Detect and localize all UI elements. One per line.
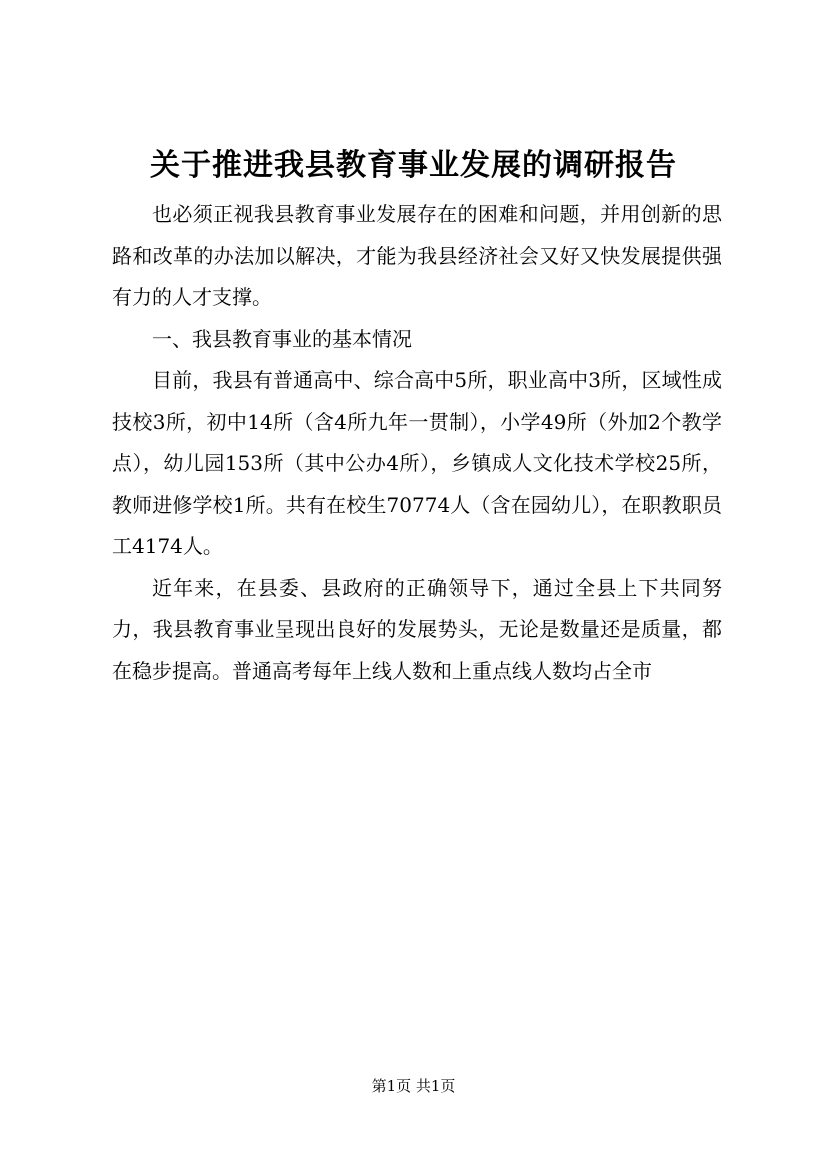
paragraph-intro: 也必须正视我县教育事业发展存在的困难和问题，并用创新的思路和改革的办法加以解决，才能为我县经济社会又好又快发展提供强有力的人才支撑。 — [112, 202, 722, 309]
document-title: 关于推进我县教育事业发展的调研报告 — [150, 148, 677, 183]
page-number-footer: 第1页 共1页 — [371, 1077, 456, 1095]
document-body — [112, 194, 722, 692]
paragraph-recent-development: 近年来，在县委、县政府的正确领导下，通过全县上下共同努力，我县教育事业呈现出良好的发展势头，无论是数量还是质量，都在稳步提高。普通高考每年上线人数和上重点线人数均占全市 — [112, 575, 722, 683]
paragraph-basic-info: 目前，我县有普通高中、综合高中5所，职业高中3所，区域性成技校3所，初中14所（含4所九年一贯制），小学49所（外加2个教学点），幼儿园153所（其中公办4所），乡镇成人文化技术学校25所，教师进修学校1所。共有在校生70774人（含在园幼儿），在职教职员工4174人。 — [112, 368, 722, 558]
section-heading: 一、我县教育事业的基本情况 — [152, 326, 412, 351]
